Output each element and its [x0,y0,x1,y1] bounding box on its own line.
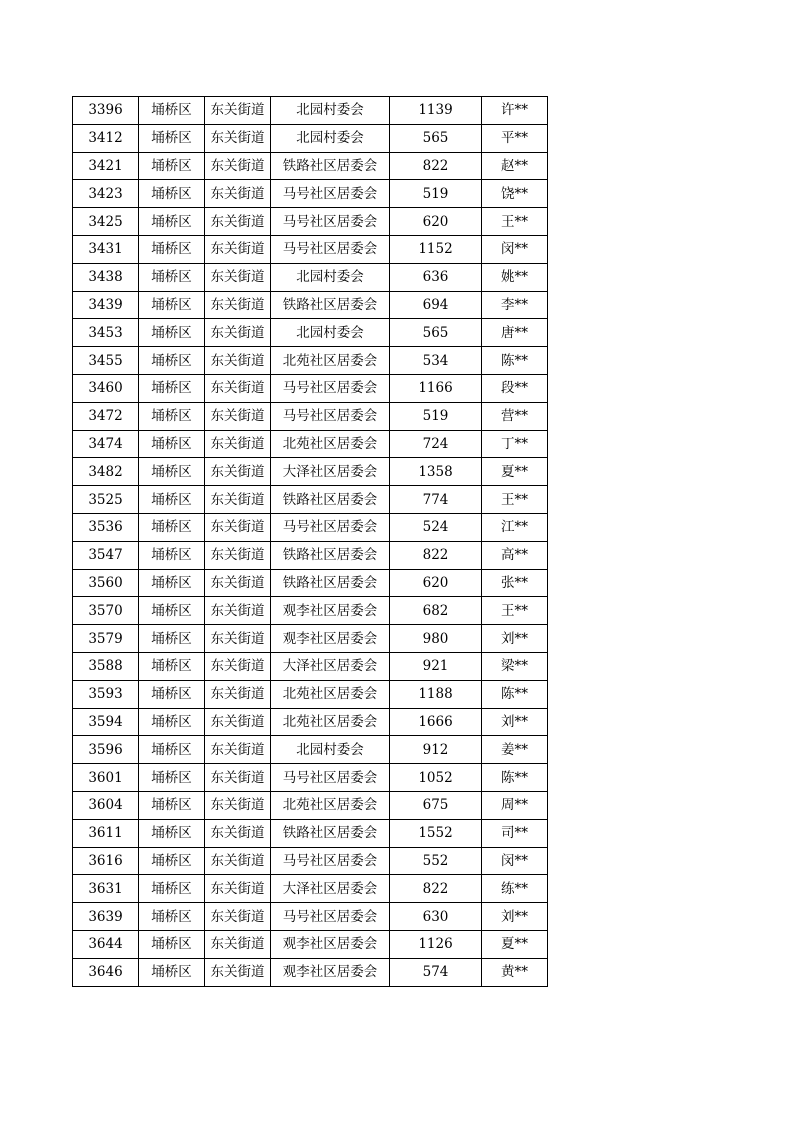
street-cell: 东关街道 [205,319,271,347]
record-id-cell: 3631 [73,875,139,903]
community-cell: 铁路社区居委会 [271,486,390,514]
table-body [73,97,548,987]
name-cell: 司** [482,819,548,847]
street-cell: 东关街道 [205,903,271,931]
community-cell: 马号社区居委会 [271,764,390,792]
table-row [73,263,548,291]
amount-cell: 1552 [390,819,482,847]
street-cell: 东关街道 [205,569,271,597]
community-cell: 马号社区居委会 [271,847,390,875]
street-cell: 东关街道 [205,208,271,236]
record-id-cell: 3525 [73,486,139,514]
amount-cell: 1052 [390,764,482,792]
community-cell: 铁路社区居委会 [271,291,390,319]
street-cell: 东关街道 [205,486,271,514]
table-row [73,625,548,653]
name-cell: 王** [482,208,548,236]
record-id-cell: 3423 [73,180,139,208]
table-row [73,235,548,263]
community-cell: 北园村委会 [271,263,390,291]
name-cell: 姜** [482,736,548,764]
district-cell: 埇桥区 [139,235,205,263]
record-id-cell: 3460 [73,374,139,402]
district-cell: 埇桥区 [139,541,205,569]
community-cell: 观李社区居委会 [271,958,390,986]
name-cell: 练** [482,875,548,903]
street-cell: 东关街道 [205,958,271,986]
record-id-cell: 3579 [73,625,139,653]
record-id-cell: 3604 [73,791,139,819]
district-cell: 埇桥区 [139,291,205,319]
record-id-cell: 3536 [73,513,139,541]
table-row [73,97,548,125]
amount-cell: 1666 [390,708,482,736]
district-cell: 埇桥区 [139,263,205,291]
name-cell: 营** [482,402,548,430]
record-id-cell: 3455 [73,347,139,375]
amount-cell: 822 [390,541,482,569]
record-id-cell: 3594 [73,708,139,736]
amount-cell: 980 [390,625,482,653]
record-id-cell: 3593 [73,680,139,708]
district-cell: 埇桥区 [139,124,205,152]
table-row [73,930,548,958]
community-cell: 北苑社区居委会 [271,791,390,819]
record-id-cell: 3439 [73,291,139,319]
name-cell: 段** [482,374,548,402]
amount-cell: 565 [390,319,482,347]
street-cell: 东关街道 [205,847,271,875]
table-row [73,486,548,514]
table-row [73,764,548,792]
name-cell: 许** [482,97,548,125]
table-row [73,402,548,430]
table-row [73,819,548,847]
street-cell: 东关街道 [205,458,271,486]
district-cell: 埇桥区 [139,847,205,875]
record-id-cell: 3425 [73,208,139,236]
district-cell: 埇桥区 [139,764,205,792]
name-cell: 周** [482,791,548,819]
table-row [73,180,548,208]
name-cell: 王** [482,486,548,514]
amount-cell: 774 [390,486,482,514]
table-row [73,319,548,347]
street-cell: 东关街道 [205,402,271,430]
community-cell: 北苑社区居委会 [271,347,390,375]
community-cell: 北园村委会 [271,97,390,125]
table-row [73,458,548,486]
street-cell: 东关街道 [205,764,271,792]
street-cell: 东关街道 [205,180,271,208]
amount-cell: 1188 [390,680,482,708]
name-cell: 平** [482,124,548,152]
record-id-cell: 3482 [73,458,139,486]
record-id-cell: 3412 [73,124,139,152]
amount-cell: 1358 [390,458,482,486]
community-cell: 铁路社区居委会 [271,569,390,597]
name-cell: 闵** [482,235,548,263]
district-cell: 埇桥区 [139,930,205,958]
table-row [73,152,548,180]
community-cell: 铁路社区居委会 [271,152,390,180]
record-id-cell: 3646 [73,958,139,986]
record-id-cell: 3596 [73,736,139,764]
community-cell: 观李社区居委会 [271,930,390,958]
street-cell: 东关街道 [205,263,271,291]
record-id-cell: 3611 [73,819,139,847]
district-cell: 埇桥区 [139,652,205,680]
street-cell: 东关街道 [205,736,271,764]
table-row [73,708,548,736]
table-row [73,597,548,625]
community-cell: 铁路社区居委会 [271,819,390,847]
amount-cell: 912 [390,736,482,764]
community-cell: 马号社区居委会 [271,180,390,208]
street-cell: 东关街道 [205,875,271,903]
name-cell: 刘** [482,903,548,931]
street-cell: 东关街道 [205,680,271,708]
street-cell: 东关街道 [205,513,271,541]
district-cell: 埇桥区 [139,152,205,180]
district-cell: 埇桥区 [139,819,205,847]
district-cell: 埇桥区 [139,708,205,736]
district-cell: 埇桥区 [139,903,205,931]
district-cell: 埇桥区 [139,513,205,541]
street-cell: 东关街道 [205,597,271,625]
district-cell: 埇桥区 [139,180,205,208]
district-cell: 埇桥区 [139,402,205,430]
table-row [73,513,548,541]
district-cell: 埇桥区 [139,374,205,402]
name-cell: 梁** [482,652,548,680]
amount-cell: 1166 [390,374,482,402]
amount-cell: 694 [390,291,482,319]
district-cell: 埇桥区 [139,347,205,375]
record-id-cell: 3453 [73,319,139,347]
community-cell: 北园村委会 [271,736,390,764]
community-cell: 北园村委会 [271,124,390,152]
record-id-cell: 3547 [73,541,139,569]
community-cell: 北苑社区居委会 [271,708,390,736]
district-cell: 埇桥区 [139,430,205,458]
record-id-cell: 3616 [73,847,139,875]
name-cell: 王** [482,597,548,625]
table-row [73,430,548,458]
community-cell: 大泽社区居委会 [271,875,390,903]
amount-cell: 565 [390,124,482,152]
name-cell: 唐** [482,319,548,347]
amount-cell: 682 [390,597,482,625]
name-cell: 高** [482,541,548,569]
district-cell: 埇桥区 [139,958,205,986]
district-cell: 埇桥区 [139,486,205,514]
name-cell: 赵** [482,152,548,180]
amount-cell: 620 [390,208,482,236]
name-cell: 刘** [482,708,548,736]
name-cell: 丁** [482,430,548,458]
community-cell: 观李社区居委会 [271,625,390,653]
amount-cell: 1139 [390,97,482,125]
amount-cell: 534 [390,347,482,375]
street-cell: 东关街道 [205,652,271,680]
community-cell: 马号社区居委会 [271,374,390,402]
name-cell: 李** [482,291,548,319]
name-cell: 夏** [482,930,548,958]
community-cell: 马号社区居委会 [271,513,390,541]
community-cell: 马号社区居委会 [271,903,390,931]
street-cell: 东关街道 [205,291,271,319]
district-cell: 埇桥区 [139,625,205,653]
name-cell: 黄** [482,958,548,986]
record-id-cell: 3570 [73,597,139,625]
community-cell: 马号社区居委会 [271,402,390,430]
table-row [73,652,548,680]
community-cell: 马号社区居委会 [271,208,390,236]
community-cell: 北苑社区居委会 [271,430,390,458]
amount-cell: 921 [390,652,482,680]
amount-cell: 1126 [390,930,482,958]
amount-cell: 574 [390,958,482,986]
street-cell: 东关街道 [205,152,271,180]
table-row [73,736,548,764]
district-cell: 埇桥区 [139,208,205,236]
street-cell: 东关街道 [205,625,271,653]
name-cell: 陈** [482,764,548,792]
district-cell: 埇桥区 [139,319,205,347]
street-cell: 东关街道 [205,347,271,375]
street-cell: 东关街道 [205,124,271,152]
street-cell: 东关街道 [205,374,271,402]
record-id-cell: 3421 [73,152,139,180]
district-cell: 埇桥区 [139,458,205,486]
street-cell: 东关街道 [205,430,271,458]
street-cell: 东关街道 [205,97,271,125]
street-cell: 东关街道 [205,708,271,736]
amount-cell: 519 [390,402,482,430]
street-cell: 东关街道 [205,235,271,263]
district-cell: 埇桥区 [139,875,205,903]
community-cell: 大泽社区居委会 [271,458,390,486]
record-id-cell: 3431 [73,235,139,263]
district-cell: 埇桥区 [139,569,205,597]
table-row [73,124,548,152]
name-cell: 闵** [482,847,548,875]
street-cell: 东关街道 [205,819,271,847]
name-cell: 江** [482,513,548,541]
amount-cell: 630 [390,903,482,931]
street-cell: 东关街道 [205,791,271,819]
table-row [73,680,548,708]
district-cell: 埇桥区 [139,97,205,125]
district-cell: 埇桥区 [139,680,205,708]
street-cell: 东关街道 [205,930,271,958]
amount-cell: 636 [390,263,482,291]
community-cell: 马号社区居委会 [271,235,390,263]
street-cell: 东关街道 [205,541,271,569]
community-cell: 北园村委会 [271,319,390,347]
table-row [73,347,548,375]
record-id-cell: 3438 [73,263,139,291]
record-id-cell: 3474 [73,430,139,458]
amount-cell: 675 [390,791,482,819]
record-id-cell: 3396 [73,97,139,125]
community-cell: 观李社区居委会 [271,597,390,625]
record-id-cell: 3472 [73,402,139,430]
amount-cell: 552 [390,847,482,875]
table-row [73,291,548,319]
record-id-cell: 3639 [73,903,139,931]
district-cell: 埇桥区 [139,736,205,764]
amount-cell: 524 [390,513,482,541]
name-cell: 夏** [482,458,548,486]
amount-cell: 724 [390,430,482,458]
amount-cell: 620 [390,569,482,597]
name-cell: 饶** [482,180,548,208]
data-table [72,96,548,987]
district-cell: 埇桥区 [139,597,205,625]
table-row [73,791,548,819]
district-cell: 埇桥区 [139,791,205,819]
record-id-cell: 3644 [73,930,139,958]
amount-cell: 822 [390,152,482,180]
name-cell: 刘** [482,625,548,653]
name-cell: 张** [482,569,548,597]
community-cell: 铁路社区居委会 [271,541,390,569]
community-cell: 北苑社区居委会 [271,680,390,708]
record-id-cell: 3560 [73,569,139,597]
table-row [73,374,548,402]
name-cell: 陈** [482,680,548,708]
table-row [73,903,548,931]
table-row [73,569,548,597]
table-row [73,875,548,903]
name-cell: 姚** [482,263,548,291]
community-cell: 大泽社区居委会 [271,652,390,680]
record-id-cell: 3588 [73,652,139,680]
amount-cell: 519 [390,180,482,208]
table-row [73,208,548,236]
table-row [73,541,548,569]
amount-cell: 822 [390,875,482,903]
name-cell: 陈** [482,347,548,375]
amount-cell: 1152 [390,235,482,263]
table-row [73,847,548,875]
record-id-cell: 3601 [73,764,139,792]
table-row [73,958,548,986]
